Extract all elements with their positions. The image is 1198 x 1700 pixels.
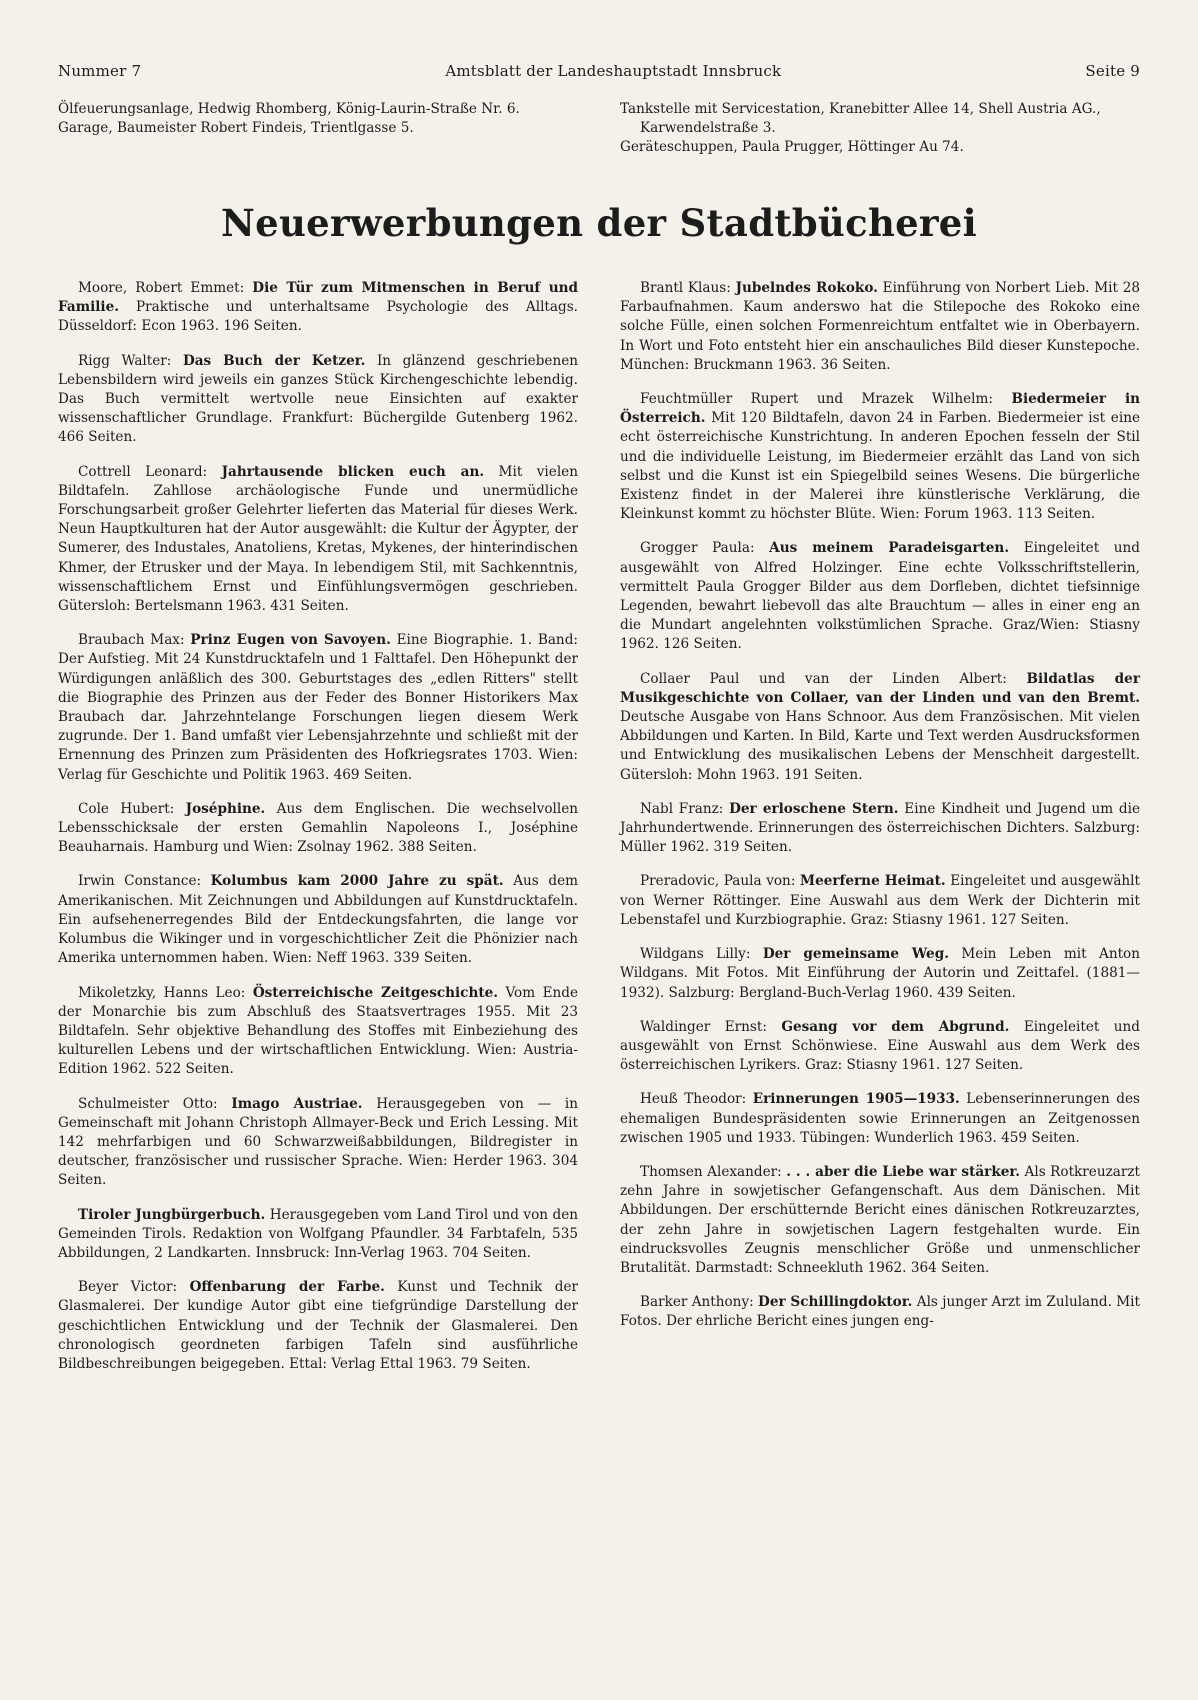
book-title: Biedermeier in Österreich. <box>620 391 1140 427</box>
book-description: Lebenserinnerungen des ehemaligen Bundespräsidenten sowie Erinnerungen an Zeitgenossen zwischen 1905 und 1933. Tübingen: Wunderlich 1963. 459 Seiten. <box>620 1091 1141 1146</box>
book-author: Wildgans Lilly: <box>640 946 751 963</box>
book-description: Als Rotkreuzarzt zehn Jahre in sowjetischer Gefangenschaft. Aus dem Dänischen. Mit Abbildungen. Der erschütternde Bericht eines dänischen Rotkreuzarztes, der zehn Jahre in sowjetischen Lagern festgehalten wurde. Ein eindrucksvolles Zeugnis menschlicher Größe und unmenschlicher Brutalität. Darmstadt: Schneekluth 1962. 364 Seiten. <box>620 1163 1140 1276</box>
book-title: Das Buch der Ketzer. <box>182 352 366 369</box>
book-description: Eine Kindheit und Jugend um die Jahrhundertwende. Erinnerungen des österreichischen Dichters. Salzburg: Müller 1962. 319 Seiten. <box>620 800 1141 856</box>
book-entry <box>620 800 1140 858</box>
book-description: Vom Ende der Monarchie bis zum Abschluß des Staatsvertrages 1955. Mit 23 Bildtafeln. Sehr objektive Behandlung des Stoffes mit Einbeziehung des kulturellen Lebens und der wirtschaftlichen Entwicklung. Wien: Austria-Edition 1962. 522 Seiten. <box>58 984 578 1078</box>
continuation-item: Tankstelle mit Servicestation, Kranebitter Allee 14, Shell Austria AG., Karwendelstraße 3. <box>620 101 1101 136</box>
book-title: Die Tür zum Mitmenschen in Beruf und Familie. <box>58 280 578 316</box>
book-title: Aus meinem Paradeisgarten. <box>769 540 1010 557</box>
book-entry <box>58 1278 578 1374</box>
book-title: Kolumbus kam 2000 Jahre zu spät. <box>210 873 504 890</box>
book-entry <box>620 1090 1140 1148</box>
book-title: Der Schillingdoktor. <box>758 1294 913 1311</box>
book-author: Cole Hubert: <box>78 800 175 817</box>
book-description: Eingeleitet und ausgewählt von Werner Röttinger. Eine Auswahl aus dem Werk der Dichterin mit Lebenstafel und Kurzbiographie. Graz: Stiasny 1961. 127 Seiten. <box>620 873 1140 928</box>
book-entry <box>620 670 1140 785</box>
book-description: Als junger Arzt im Zululand. Mit Fotos. Der ehrliche Bericht eines jungen eng- <box>620 1294 1140 1330</box>
book-description: Aus dem Amerikanischen. Mit Zeichnungen und Abbildungen auf Kunstdrucktafeln. Ein aufsehenerregendes Bild der Entdeckungsfahrten, die lange vor Kolumbus die Wikinger und in vorgeschichtlicher Zeit die Phönizier nach Amerika unternommen haben. Wien: Neff 1963. 339 Seiten. <box>58 873 578 967</box>
book-author: Feuchtmüller Rupert und Mrazek Wilhelm: <box>640 391 993 408</box>
book-author: Nabl Franz: <box>640 800 724 817</box>
book-title: Tiroler Jungbürgerbuch. <box>78 1206 266 1223</box>
book-title: Jubelndes Rokoko. <box>735 280 878 296</box>
book-entry <box>620 279 1140 375</box>
page-indicator: Seite 9 <box>1085 62 1140 80</box>
book-description: Deutsche Ausgabe von Hans Schnoor. Aus dem Französischen. Mit vielen Abbildungen und Karten. In Bild, Karte und Text werden Ausdrucksformen und Entwicklung des musikalischen Lebens der Menschheit dargestellt. Gütersloh: Mohn 1963. 191 Seiten. <box>620 709 1140 783</box>
book-description: Herausgegeben vom Land Tirol und von den Gemeinden Tirols. Redaktion von Wolfgang Pfaundler. 34 Farbtafeln, 535 Abbildungen, 2 Landkarten. Innsbruck: Inn-Verlag 1963. 704 Seiten. <box>58 1206 578 1261</box>
continuation-item: Geräteschuppen, Paula Prugger, Höttinger Au 74. <box>620 139 964 155</box>
book-title: Prinz Eugen von Savoyen. <box>190 632 391 649</box>
book-author: Schulmeister Otto: <box>78 1095 218 1112</box>
continuation-block <box>58 100 1140 157</box>
book-author: Moore, Robert Emmet: <box>78 280 245 296</box>
book-entry <box>620 945 1140 1003</box>
book-author: Rigg Walter: <box>78 352 172 369</box>
book-description: Kunst und Technik der Glasmalerei. Der kundige Autor gibt eine tiefgründige Darstellung der geschichtlichen Entwicklung und der Technik der Glasmalerei. Den chronologisch geordneten farbigen Tafeln sind ausführliche Bildbeschreibungen beigegeben. Ettal: Verlag Ettal 1963. 79 Seiten. <box>58 1279 578 1372</box>
book-description: Eingeleitet und ausgewählt von Ernst Schönwiese. Eine Auswahl aus dem Werk des österreichischen Lyrikers. Graz: Stiasny 1961. 127 Seiten. <box>620 1018 1140 1074</box>
book-entry <box>58 352 578 448</box>
book-entry <box>620 1018 1140 1076</box>
book-entry <box>620 1293 1140 1331</box>
book-author: Mikoletzky, Hanns Leo: <box>78 984 246 1001</box>
book-description: Mein Leben mit Anton Wildgans. Mit Fotos. Mit Einführung der Autorin und Zeittafel. (1881—1932). Salzburg: Bergland-Buch-Verlag 1960. 439 Seiten. <box>620 946 1140 1001</box>
book-entry <box>58 800 578 858</box>
book-author: Brantl Klaus: <box>640 280 731 296</box>
book-title: Erinnerungen 1905—1933. <box>752 1091 960 1108</box>
book-title: Jahrtausende blicken euch an. <box>221 463 485 480</box>
book-entry <box>58 1095 578 1191</box>
book-description: Einführung von Norbert Lieb. Mit 28 Farbaufnahmen. Kaum anderswo hat die Stilepoche des Rokoko eine solche Fülle, einen solchen Formenreichtum entfaltet wie in Oberbayern. In Wort und Foto entsteht hier ein anschauliches Bild dieser Kunstepoche. München: Bruckmann 1963. 36 Seiten. <box>620 280 1140 373</box>
book-author: Irwin Constance: <box>78 873 202 890</box>
book-description: Eingeleitet und ausgewählt von Alfred Holzinger. Eine echte Volksschriftstellerin, vermittelt Paula Grogger Bilder aus dem Dorfleben, dichtet tiefsinnige Legenden, bewahrt liebevoll das alte Brauchtum — alles in einer eng an die Mundart angelehnten volkstümlichen Sprache. Graz/Wien: Stiasny 1962. 126 Seiten. <box>620 540 1140 653</box>
book-author: Waldinger Ernst: <box>640 1018 767 1035</box>
book-entry <box>58 631 578 785</box>
book-author: Beyer Victor: <box>78 1279 178 1296</box>
book-description: Eine Biographie. 1. Band: Der Aufstieg. Mit 24 Kunstdrucktafeln und 1 Falttafel. Den Höhepunkt der Würdigungen anläßlich des 300. Geburtstages des „edlen Ritters" stellt die Biographie des Prinzen aus der Feder des Bonner Historikers Max Braubach dar. Jahrzehntelange Forschungen liegen diesem Werk zugrunde. Der 1. Band umfaßt vier Lebensjahrzehnte und schließt mit der Ernennung des Prinzen zum Präsidenten des Hofkriegsrates 1703. Wien: Verlag für Geschichte und Politik 1963. 469 Seiten. <box>58 632 578 783</box>
running-head <box>58 62 1140 86</box>
book-description: Mit vielen Bildtafeln. Zahllose archäologische Funde und unermüdliche Forschungsarbeit großer Gelehrter lieferten das Material für dieses Werk. Neun Hauptkulturen hat der Autor ausgewählt: die Kultur der Ägypter, der Sumerer, des Industales, Anatoliens, Kretas, Mykenes, der hinterindischen Khmer, der Etrusker und der Maya. In lebendigem Stil, mit Sachkenntnis, wissenschaftlichem Ernst und Einfühlungsvermögen geschrieben. Gütersloh: Bertelsmann 1963. 431 Seiten. <box>58 463 578 615</box>
section-title: Neuerwerbungen der Stadtbücherei <box>220 201 977 245</box>
book-title: Gesang vor dem Abgrund. <box>781 1018 1010 1035</box>
book-author: Cottrell Leonard: <box>78 463 208 480</box>
book-title: Imago Austriae. <box>231 1095 363 1112</box>
book-entry <box>58 984 578 1080</box>
book-description: Mit 120 Bildtafeln, davon 24 in Farben. Biedermeier ist eine echt österreichische Kunstrichtung. In anderen Epochen fesseln der Stil und die individuelle Leistung, im Biedermeier erzählt das Land von sich selbst und die Kunst ist ein Spiegelbild seines Wesens. Die bürgerliche Existenz findet in der Malerei ihre künstlerische Verklärung, die Kleinkunst kommt zu höchster Blüte. Wien: Forum 1963. 113 Seiten. <box>620 410 1140 523</box>
book-entry <box>620 1163 1140 1278</box>
book-description: Aus dem Englischen. Die wechselvollen Lebensschicksale der ersten Gemahlin Napoleons I., Joséphine Beauharnais. Hamburg und Wien: Zsolnay 1962. 388 Seiten. <box>58 800 578 856</box>
book-entry <box>620 539 1140 654</box>
book-description: Praktische und unterhaltsame Psychologie des Alltags. Düsseldorf: Econ 1963. 196 Seiten. <box>58 299 578 335</box>
book-author: Collaer Paul und van der Linden Albert: <box>640 670 1007 687</box>
book-author: Barker Anthony: <box>640 1294 754 1311</box>
book-author: Preradovic, Paula von: <box>640 873 796 890</box>
book-entry <box>620 390 1140 524</box>
continuation-left <box>58 100 578 157</box>
book-author: Heuß Theodor: <box>640 1091 747 1108</box>
book-title: Meerferne Heimat. <box>800 873 946 890</box>
book-entry <box>58 463 578 617</box>
page <box>58 62 1140 1389</box>
book-author: Grogger Paula: <box>640 540 755 557</box>
book-description: Herausgegeben von — in Gemeinschaft mit Johann Christoph Allmayer-Beck und Erich Lessing. Mit 142 mehrfarbigen und 60 Schwarzweißabbildungen, Bildregister in deutscher, französischer und russischer Sprache. Wien: Herder 1963. 304 Seiten. <box>58 1095 578 1189</box>
continuation-right <box>620 100 1140 157</box>
book-title: Der gemeinsame Weg. <box>762 946 949 963</box>
continuation-item: Ölfeuerungsanlage, Hedwig Rhomberg, König-Laurin-Straße Nr. 6. <box>58 101 520 117</box>
left-column <box>58 279 578 1389</box>
continuation-item: Garage, Baumeister Robert Findeis, Trientlgasse 5. <box>58 120 414 136</box>
book-entry <box>58 872 578 968</box>
book-title: . . . aber die Liebe war stärker. <box>786 1163 1021 1180</box>
book-title: Österreichische Zeitgeschichte. <box>252 984 498 1001</box>
book-title: Offenbarung der Farbe. <box>189 1279 385 1296</box>
book-title: Der erloschene Stern. <box>729 800 899 817</box>
book-author: Thomsen Alexander: <box>640 1163 782 1180</box>
book-entry <box>58 279 578 337</box>
publication-title: Amtsblatt der Landeshauptstadt Innsbruck <box>445 62 782 80</box>
page-number-label: Nummer 7 <box>58 62 142 80</box>
book-author: Braubach Max: <box>78 632 185 649</box>
book-description: In glänzend geschriebenen Lebensbildern wird jeweils ein ganzes Stück Kirchengeschichte lebendig. Das Buch vermittelt wertvolle neue Einsichten auf exakter wissenschaftlicher Grundlage. Frankfurt: Büchergilde Gutenberg 1962. 466 Seiten. <box>58 352 579 446</box>
book-list <box>58 279 1140 1389</box>
book-title: Bildatlas der Musikgeschichte von Collaer, van der Linden und van den Bremt. <box>620 670 1140 706</box>
book-title: Joséphine. <box>185 800 266 817</box>
book-entry <box>620 872 1140 930</box>
book-entry <box>58 1206 578 1264</box>
right-column <box>620 279 1140 1389</box>
